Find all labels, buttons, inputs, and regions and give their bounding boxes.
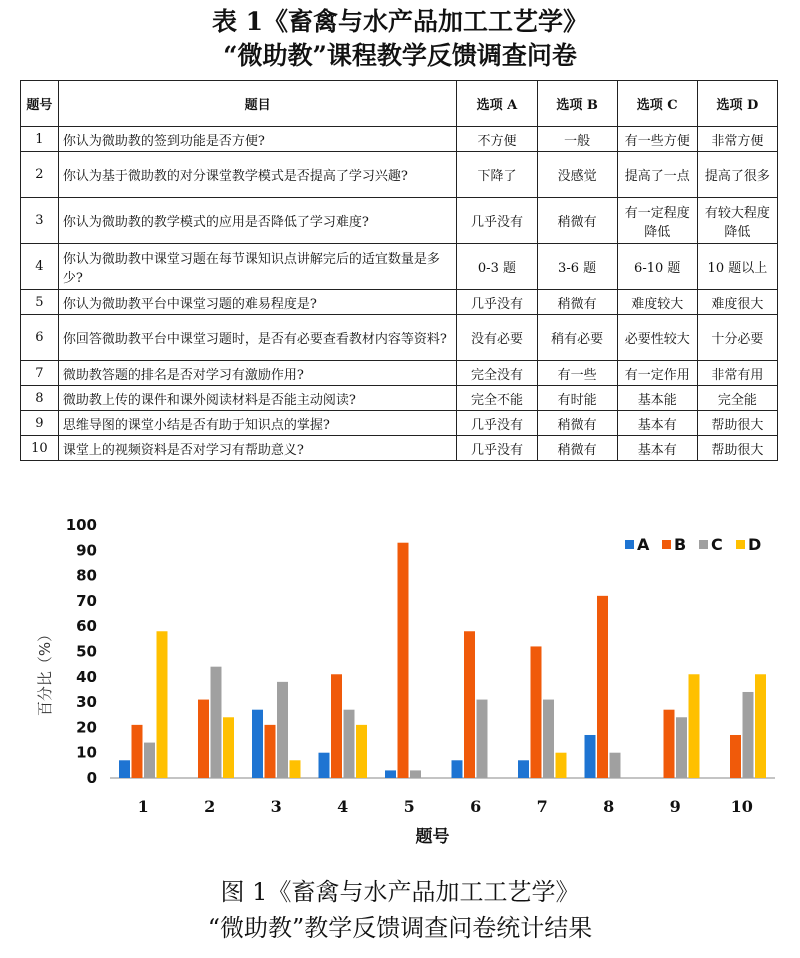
table-row	[21, 361, 778, 386]
bar-q9-d	[689, 674, 700, 778]
header-option-c: 选项 C	[617, 81, 697, 127]
row-option-a: 下降了	[457, 152, 537, 198]
row-option-d: 帮助很大	[697, 411, 777, 436]
y-tick-label: 30	[76, 693, 97, 712]
table-row	[21, 152, 778, 198]
row-option-a: 几乎没有	[457, 198, 537, 244]
bar-q2-c	[211, 667, 222, 778]
bar-q1-b	[132, 725, 143, 778]
bar-q5-b	[398, 543, 409, 778]
row-question: 你认为微助教的教学模式的应用是否降低了学习难度?	[58, 198, 457, 244]
table-row	[21, 411, 778, 436]
y-tick-label: 50	[76, 642, 97, 661]
row-number: 2	[21, 152, 59, 198]
legend-label-d: D	[748, 535, 762, 554]
bar-q4-b	[331, 674, 342, 778]
figure-caption-line-2: “微助教”教学反馈调查问卷统计结果	[207, 914, 593, 942]
row-option-c: 6-10 题	[617, 244, 697, 290]
row-question: 课堂上的视频资料是否对学习有帮助意义?	[58, 436, 457, 461]
row-option-c: 有一些方便	[617, 127, 697, 152]
bar-q1-d	[157, 631, 168, 778]
bar-q4-c	[344, 710, 355, 778]
bar-q4-a	[319, 753, 330, 778]
legend-label-a: A	[637, 535, 650, 554]
survey-bar-chart	[0, 505, 800, 850]
table-title-line-2: “微助教”课程教学反馈调查问卷	[223, 41, 577, 70]
bar-q7-d	[556, 753, 567, 778]
figure-caption-line-1: 图 1《畜禽与水产品加工工艺学》	[220, 878, 580, 906]
bar-q7-c	[543, 700, 554, 778]
legend-swatch-c	[699, 540, 708, 549]
x-tick-label: 7	[536, 797, 548, 816]
row-option-c: 基本有	[617, 411, 697, 436]
table-row	[21, 315, 778, 361]
bar-q2-d	[223, 717, 234, 778]
y-tick-label: 10	[76, 743, 97, 762]
row-option-a: 完全不能	[457, 386, 537, 411]
row-option-b: 稍微有	[537, 198, 617, 244]
bar-q3-a	[252, 710, 263, 778]
bar-q9-c	[676, 717, 687, 778]
row-option-a: 几乎没有	[457, 436, 537, 461]
row-option-d: 非常方便	[697, 127, 777, 152]
bar-q5-a	[385, 770, 396, 778]
row-number: 4	[21, 244, 59, 290]
row-option-b: 没感觉	[537, 152, 617, 198]
row-option-c: 提高了一点	[617, 152, 697, 198]
row-number: 10	[21, 436, 59, 461]
bar-q5-c	[410, 770, 421, 778]
y-axis-label: 百分比（%）	[36, 626, 54, 717]
row-number: 8	[21, 386, 59, 411]
bar-q8-c	[610, 753, 621, 778]
row-option-a: 完全没有	[457, 361, 537, 386]
x-tick-label: 5	[403, 797, 415, 816]
table-row	[21, 436, 778, 461]
row-question: 你认为微助教平台中课堂习题的难易程度是?	[58, 290, 457, 315]
row-option-c: 有一定程度降低	[617, 198, 697, 244]
bar-q7-b	[531, 646, 542, 778]
y-tick-label: 40	[76, 667, 97, 686]
header-question: 题目	[58, 81, 457, 127]
row-option-c: 难度较大	[617, 290, 697, 315]
row-option-b: 一般	[537, 127, 617, 152]
row-option-b: 稍有必要	[537, 315, 617, 361]
bar-q3-b	[265, 725, 276, 778]
bar-q8-b	[597, 596, 608, 778]
row-option-d: 帮助很大	[697, 436, 777, 461]
table-header-row	[21, 81, 778, 127]
y-tick-label: 80	[76, 566, 97, 585]
x-tick-label: 2	[204, 797, 216, 816]
row-option-d: 完全能	[697, 386, 777, 411]
bar-q10-d	[755, 674, 766, 778]
x-axis-label: 题号	[415, 827, 450, 847]
table-row	[21, 290, 778, 315]
row-number: 5	[21, 290, 59, 315]
table-row	[21, 386, 778, 411]
legend-swatch-b	[662, 540, 671, 549]
legend-label-c: C	[711, 535, 723, 554]
y-tick-label: 90	[76, 541, 97, 560]
row-question: 你认为微助教中课堂习题在每节课知识点讲解完后的适宜数量是多少?	[58, 244, 457, 290]
bar-q6-c	[477, 700, 488, 778]
survey-table	[20, 80, 778, 461]
row-option-c: 必要性较大	[617, 315, 697, 361]
row-option-b: 3-6 题	[537, 244, 617, 290]
row-option-c: 有一定作用	[617, 361, 697, 386]
x-tick-label: 10	[730, 797, 753, 816]
bar-q2-b	[198, 700, 209, 778]
row-number: 1	[21, 127, 59, 152]
header-option-d: 选项 D	[697, 81, 777, 127]
row-option-b: 有一些	[537, 361, 617, 386]
row-option-a: 几乎没有	[457, 290, 537, 315]
row-question: 你认为基于微助教的对分课堂教学模式是否提高了学习兴趣?	[58, 152, 457, 198]
row-option-a: 0-3 题	[457, 244, 537, 290]
row-option-b: 稍微有	[537, 411, 617, 436]
header-option-a: 选项 A	[457, 81, 537, 127]
row-number: 6	[21, 315, 59, 361]
row-option-d: 难度很大	[697, 290, 777, 315]
y-tick-label: 100	[65, 516, 97, 534]
bar-q10-b	[730, 735, 741, 778]
row-option-d: 有较大程度降低	[697, 198, 777, 244]
x-tick-label: 6	[470, 797, 482, 816]
bar-q10-c	[743, 692, 754, 778]
y-tick-label: 0	[86, 769, 97, 787]
row-question: 微助教答题的排名是否对学习有激励作用?	[58, 361, 457, 386]
row-option-a: 没有必要	[457, 315, 537, 361]
row-option-a: 不方便	[457, 127, 537, 152]
header-option-b: 选项 B	[537, 81, 617, 127]
bar-q9-b	[664, 710, 675, 778]
bar-q3-c	[277, 682, 288, 778]
x-tick-label: 4	[337, 797, 349, 816]
row-number: 7	[21, 361, 59, 386]
legend-swatch-d	[736, 540, 745, 549]
legend-swatch-a	[625, 540, 634, 549]
bar-q3-d	[290, 760, 301, 778]
table-row	[21, 127, 778, 152]
row-question: 你认为微助教的签到功能是否方便?	[58, 127, 457, 152]
legend-label-b: B	[674, 535, 687, 554]
row-question: 思维导图的课堂小结是否有助于知识点的掌握?	[58, 411, 457, 436]
row-option-d: 十分必要	[697, 315, 777, 361]
row-option-c: 基本能	[617, 386, 697, 411]
row-option-a: 几乎没有	[457, 411, 537, 436]
row-option-d: 非常有用	[697, 361, 777, 386]
row-number: 9	[21, 411, 59, 436]
row-option-b: 稍微有	[537, 290, 617, 315]
bar-q7-a	[518, 760, 529, 778]
x-tick-label: 1	[137, 797, 149, 816]
table-title-line-1: 表 1《畜禽与水产品加工工艺学》	[211, 7, 589, 36]
bar-q1-a	[119, 760, 130, 778]
y-tick-label: 60	[76, 617, 97, 636]
y-tick-label: 20	[76, 718, 97, 737]
bar-q8-a	[585, 735, 596, 778]
x-tick-label: 3	[270, 797, 282, 816]
bar-q6-a	[452, 760, 463, 778]
x-tick-label: 8	[603, 797, 615, 816]
bar-q6-b	[464, 631, 475, 778]
bar-q4-d	[356, 725, 367, 778]
row-question: 微助教上传的课件和课外阅读材料是否能主动阅读?	[58, 386, 457, 411]
bar-q1-c	[144, 743, 155, 778]
row-option-d: 10 题以上	[697, 244, 777, 290]
row-question: 你回答微助教平台中课堂习题时，是否有必要查看教材内容等资料?	[58, 315, 457, 361]
row-option-b: 有时能	[537, 386, 617, 411]
y-tick-label: 70	[76, 591, 97, 610]
x-tick-label: 9	[669, 797, 681, 816]
table-row	[21, 244, 778, 290]
row-option-c: 基本有	[617, 436, 697, 461]
row-number: 3	[21, 198, 59, 244]
table-row	[21, 198, 778, 244]
row-option-b: 稍微有	[537, 436, 617, 461]
header-number: 题号	[21, 81, 59, 127]
row-option-d: 提高了很多	[697, 152, 777, 198]
